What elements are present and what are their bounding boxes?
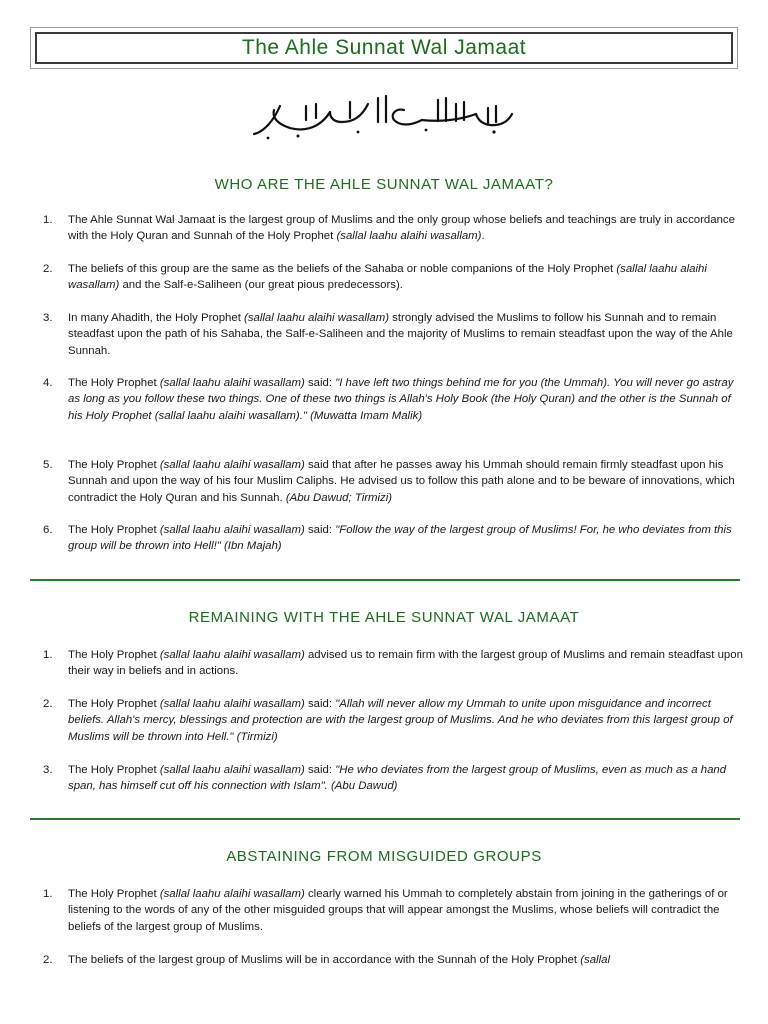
title-inner-border bbox=[35, 32, 733, 64]
section-divider bbox=[30, 579, 740, 581]
item-number: 6. bbox=[43, 524, 53, 536]
item-text: The Holy Prophet (sallal laahu alaihi wasallam) advised us to remain firm with the largest group of Muslims and remain steadfast upon their way in beliefs and in actions. bbox=[68, 649, 747, 678]
item-number: 2. bbox=[43, 263, 53, 275]
item-number: 3. bbox=[43, 764, 53, 776]
item-number: 4. bbox=[43, 377, 53, 389]
item-number: 2. bbox=[43, 954, 53, 966]
item-text: The beliefs of the largest group of Muslims will be in accordance with the Sunnah of the Holy Prophet (sallal bbox=[68, 954, 610, 966]
title-frame bbox=[30, 27, 738, 69]
item-number: 1. bbox=[43, 888, 53, 900]
item-number: 5. bbox=[43, 459, 53, 471]
item-text: The Holy Prophet (sallal laahu alaihi wasallam) said: "I have left two things behind me for you (the Ummah). You will never go astray as long as you follow these two things. One of these two things is Allah's Holy Book (the Holy Quran) and the other is the Sunnah of his Holy Prophet (sallal laahu alaihi wasallam)." (Muwatta Imam Malik) bbox=[68, 377, 734, 422]
bismillah-calligraphy bbox=[250, 92, 518, 142]
item-text: The beliefs of this group are the same as the beliefs of the Sahaba or noble companions of the Holy Prophet (sallal laahu alaihi wasallam) and the Salf-e-Saliheen (our great pious predecessors). bbox=[68, 263, 707, 292]
item-text: The Holy Prophet (sallal laahu alaihi wasallam) said that after he passes away his Ummah should remain firmly steadfast upon his Sunnah and upon the way of his four Muslim Caliphs. He advised us to follow this path alone and to be beware of innovations, which contradict the Holy Quran and his Sunnah. (Abu Dawud; Tirmizi) bbox=[68, 459, 738, 504]
section-divider bbox=[30, 818, 740, 820]
section-heading-abstaining: ABSTAINING FROM MISGUIDED GROUPS bbox=[226, 848, 542, 865]
item-text: The Holy Prophet (sallal laahu alaihi wasallam) clearly warned his Ummah to completely abstain from joining in the gatherings of or listening to the words of any of the other misguided groups that will appear amongst the Muslims, whose beliefs will contradict the beliefs of the largest group of Muslims. bbox=[68, 888, 731, 933]
item-text: The Ahle Sunnat Wal Jamaat is the largest group of Muslims and the only group whose beliefs and teachings are truly in accordance with the Holy Quran and Sunnah of the Holy Prophet (sallal laahu alaihi wasallam). bbox=[68, 214, 739, 243]
item-text: In many Ahadith, the Holy Prophet (sallal laahu alaihi wasallam) strongly advised the Muslims to follow his Sunnah and to remain steadfast upon the path of his Sahaba, the Salf-e-Saliheen and the majority of Muslims to remain steadfast upon the way of the Ahle Sunnah. bbox=[68, 312, 737, 357]
section-heading-who-are: WHO ARE THE AHLE SUNNAT WAL JAMAAT? bbox=[214, 176, 554, 193]
item-number: 2. bbox=[43, 698, 53, 710]
page-title: The Ahle Sunnat Wal Jamaat bbox=[241, 36, 527, 59]
section-heading-remaining: REMAINING WITH THE AHLE SUNNAT WAL JAMAAT bbox=[188, 609, 580, 626]
item-text: The Holy Prophet (sallal laahu alaihi wasallam) said: "Allah will never allow my Ummah to unite upon misguidance and incorrect beliefs. Allah's mercy, blessings and protection are with the largest group of Muslims. And he who deviates from this largest group of Muslims will be thrown into Hell." (Tirmizi) bbox=[68, 698, 733, 743]
item-text: The Holy Prophet (sallal laahu alaihi wasallam) said: "He who deviates from the largest group of Muslims, even as much as a hand span, has himself cut off his connection with Islam". (Abu Dawud) bbox=[68, 764, 727, 793]
item-number: 3. bbox=[43, 312, 53, 324]
item-number: 1. bbox=[43, 214, 53, 226]
item-number: 1. bbox=[43, 649, 53, 661]
item-text: The Holy Prophet (sallal laahu alaihi wasallam) said: "Follow the way of the largest group of Muslims! For, he who deviates from this group will be thrown into Hell!" (Ibn Majah) bbox=[68, 524, 732, 553]
